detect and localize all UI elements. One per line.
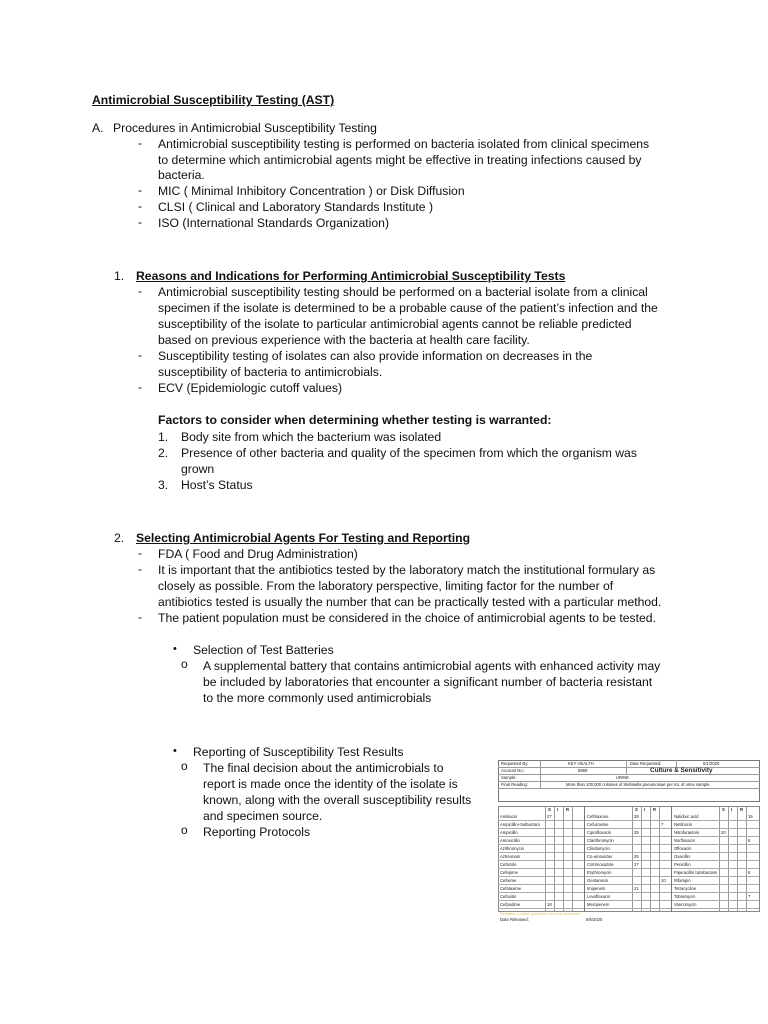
factor-2-text-line-2: grown xyxy=(181,462,215,476)
section-a-heading: Procedures in Antimicrobial Susceptibility Testing xyxy=(113,121,377,135)
section-1-heading: Reasons and Indications for Performing Antimicrobial Susceptibility Tests xyxy=(136,269,566,283)
antibiotic-name: Ofloxacin xyxy=(674,846,692,851)
factor-1-num: 1. xyxy=(158,430,169,444)
table-row-line xyxy=(585,884,672,885)
antibiotic-name: Netilmicin xyxy=(674,822,693,827)
sir-header: I xyxy=(731,807,733,812)
antibiotic-name: Levofloxacin xyxy=(587,894,611,899)
section-a-label: A. xyxy=(92,121,104,135)
table-row-line xyxy=(672,828,759,829)
table-column-line xyxy=(650,806,651,912)
section-1-item-1-line-4: based on previous experience with the bacteria at health care facility. xyxy=(158,333,530,347)
antibiotic-name: Cefixime xyxy=(500,878,517,883)
dash-1c: - xyxy=(138,380,143,394)
section-2-num: 2. xyxy=(114,531,125,545)
resistant-value: 10 xyxy=(661,878,666,883)
circle-marker-2: o xyxy=(181,759,188,773)
bullet-1-sub-line-1: A supplemental battery that contains antimicrobial agents with enhanced activity may xyxy=(203,659,661,673)
table-row-line xyxy=(672,852,759,853)
factors-heading: Factors to consider when determining whether testing is warranted: xyxy=(158,413,552,427)
antibiotic-name: Cefpodime xyxy=(500,902,521,907)
dash-1b: - xyxy=(138,348,143,362)
dash-a1: - xyxy=(138,136,143,150)
susceptible-value: 21 xyxy=(634,886,639,891)
antibiotic-name: Ampicillin+Sulbactam xyxy=(500,822,540,827)
date-requested-label: Date Requested: xyxy=(630,761,662,766)
resistant-value: 7 xyxy=(748,894,751,899)
circle-marker-3: o xyxy=(181,823,188,837)
antibiotic-name: Meropenem xyxy=(587,902,610,907)
antibiotic-name: Co-amoxiclav xyxy=(587,854,613,859)
antibiotic-name: Erythromycin xyxy=(587,870,612,875)
antibiotic-name: Clarithromycin xyxy=(587,838,614,843)
page-title: Antimicrobial Susceptibility Testing (AST) xyxy=(92,93,335,107)
table-row-line xyxy=(585,860,672,861)
table-row-line xyxy=(498,900,585,901)
section-a-item-1-line-3: bacteria. xyxy=(158,168,205,182)
table-column-line xyxy=(659,806,660,912)
requested-by-label: Requested By: xyxy=(501,761,529,766)
antibiotic-name: Vancomycin xyxy=(674,902,697,907)
report-remarks: Remarks: Limited guidelines for urine specimen xyxy=(500,912,580,916)
antibiotic-name: Nalidixic acid xyxy=(674,814,699,819)
culture-sensitivity-report-image xyxy=(498,760,760,920)
table-group-divider xyxy=(671,806,672,912)
dash-a3: - xyxy=(138,199,143,213)
sir-header: S xyxy=(548,807,551,812)
table-row-line xyxy=(498,908,585,909)
table-row-line xyxy=(672,908,759,909)
header-divider-1 xyxy=(540,760,541,788)
sir-header: I xyxy=(644,807,646,812)
bullet-1-label: Selection of Test Batteries xyxy=(193,643,334,657)
table-column-line xyxy=(746,806,747,912)
antibiotic-name: Cefotaxime xyxy=(500,886,522,891)
antibiotic-name: Imipenem xyxy=(587,886,606,891)
factor-2-num: 2. xyxy=(158,446,169,460)
antibiotic-name: Penicillin xyxy=(674,862,691,867)
susceptible-value: 20 xyxy=(721,830,726,835)
table-row-line xyxy=(498,892,585,893)
table-row-line xyxy=(585,820,672,821)
table-row-line xyxy=(498,828,585,829)
antibiotic-name: Amoxicillin xyxy=(500,838,520,843)
antibiotic-name: Norfloxacin xyxy=(674,838,695,843)
table-row-line xyxy=(585,892,672,893)
bullet-2-sub-2: Reporting Protocols xyxy=(203,825,311,839)
susceptible-value: 28 xyxy=(634,814,639,819)
antibiotic-name: Nitrofurantoin xyxy=(674,830,700,835)
antibiotic-name: Aztreonam xyxy=(500,854,521,859)
section-1-item-1-line-2: specimen if the isolate is determined to be a probable cause of the patient’s infection and the xyxy=(158,301,658,315)
header-divider-3 xyxy=(676,760,677,767)
date-released-label: Date Released: xyxy=(500,917,529,922)
antibiotic-name: Tobramycin xyxy=(674,894,696,899)
table-row-line xyxy=(672,892,759,893)
bullet-2-sub-1-line-3: known, along with the overall susceptibility results xyxy=(203,793,472,807)
table-row-line xyxy=(672,884,759,885)
table-column-line xyxy=(563,806,564,912)
section-2-item-2-line-1: It is important that the antibiotics tested by the laboratory match the institutional formulary as xyxy=(158,563,656,577)
section-2-item-3: The patient population must be considered in the choice of antimicrobial agents to be tested. xyxy=(158,611,656,625)
table-row-line xyxy=(585,908,672,909)
bullet-2-sub-1-line-1: The final decision about the antimicrobials to xyxy=(203,761,444,775)
section-2-heading: Selecting Antimicrobial Agents For Testing and Reporting xyxy=(136,531,471,545)
antibiotic-name: Cefoxitin xyxy=(500,894,517,899)
table-row-line xyxy=(585,844,672,845)
susceptible-value: 25 xyxy=(634,854,639,859)
antibiotic-name: Ampicillin xyxy=(500,830,518,835)
table-row-line xyxy=(585,828,672,829)
table-column-line xyxy=(719,806,720,912)
table-row-line xyxy=(498,868,585,869)
dash-2a: - xyxy=(138,546,143,560)
table-row-line xyxy=(498,860,585,861)
report-title: Culture & Sensitivity xyxy=(650,767,713,774)
date-released-value: 6/5/2020 xyxy=(586,917,603,922)
section-1-item-3: ECV (Epidemiologic cutoff values) xyxy=(158,381,343,395)
antibiotic-name: Clindamycin xyxy=(587,846,610,851)
sir-header: S xyxy=(722,807,725,812)
table-row-line xyxy=(498,844,585,845)
susceptible-value: 27 xyxy=(634,862,639,867)
section-a-item-1-line-1: Antimicrobial susceptibility testing is performed on bacteria isolated from clinical specimens xyxy=(158,137,650,151)
section-a-item-4: ISO (International Standards Organization) xyxy=(158,216,390,230)
table-row-line xyxy=(672,844,759,845)
section-a-item-2: MIC ( Minimal Inhibitory Concentration ) or Disk Diffusion xyxy=(158,184,465,198)
account-label: Account No.: xyxy=(501,768,525,773)
section-1-item-2-line-1: Susceptibility testing of isolates can also provide information on decreases in the xyxy=(158,349,593,363)
section-1-num: 1. xyxy=(114,269,125,283)
factor-3-num: 3. xyxy=(158,478,169,492)
table-column-line xyxy=(737,806,738,912)
factor-3-text: Host’s Status xyxy=(181,478,253,492)
susceptible-value: 25 xyxy=(634,830,639,835)
section-2-item-1: FDA ( Food and Drug Administration) xyxy=(158,547,358,561)
section-a-item-1-line-2: to determine which antimicrobial agents might be effective in treating infections caused by xyxy=(158,153,642,167)
sample-value: URINE xyxy=(616,775,630,780)
sir-header: I xyxy=(557,807,559,812)
table-row-line xyxy=(498,884,585,885)
sir-header: R xyxy=(653,807,657,812)
antibiotic-name: Ciprofloxacin xyxy=(587,830,612,835)
factor-1-text: Body site from which the bacterium was isolated xyxy=(181,430,442,444)
table-row-line xyxy=(585,900,672,901)
section-1-item-1-line-3: susceptibility of the isolate to particular antimicrobial agents cannot be reliable predicted xyxy=(158,317,632,331)
account-value: 5869 xyxy=(578,768,588,773)
antibiotic-name: Amikacin xyxy=(500,814,517,819)
sample-label: Sample: xyxy=(501,775,517,780)
antibiotic-name: Rifampin xyxy=(674,878,691,883)
resistant-value: 6 xyxy=(748,870,751,875)
header-divider-2 xyxy=(626,760,627,774)
table-row-line xyxy=(498,836,585,837)
antibiotic-name: Cefazole xyxy=(500,862,517,867)
bullet-dot-2: • xyxy=(173,745,177,757)
table-row-line xyxy=(672,836,759,837)
bullet-1-sub-line-2: be included by laboratories that encounter a significant number of bacteria resistant xyxy=(203,675,653,689)
table-row-line xyxy=(672,860,759,861)
dash-1a: - xyxy=(138,284,143,298)
antibiotic-name: Gentamicin xyxy=(587,878,609,883)
section-a-item-3: CLSI ( Clinical and Laboratory Standards Institute ) xyxy=(158,200,434,214)
resistant-value: 6 xyxy=(748,838,751,843)
sir-header: S xyxy=(635,807,638,812)
table-column-line xyxy=(545,806,546,912)
table-row-line xyxy=(585,852,672,853)
bullet-2-label: Reporting of Susceptibility Test Results xyxy=(193,745,404,759)
section-1-item-2-line-2: susceptibility of bacteria to antimicrobials. xyxy=(158,365,383,379)
dash-a2: - xyxy=(138,183,143,197)
factor-2-text-line-1: Presence of other bacteria and quality of the specimen from which the organism was xyxy=(181,446,637,460)
table-row-line xyxy=(585,868,672,869)
antibiotic-name: Cotrimoxazole xyxy=(587,862,614,867)
susceptible-value: 27 xyxy=(547,814,552,819)
antibiotic-name: Cefepime xyxy=(500,870,518,875)
table-column-line xyxy=(572,806,573,912)
table-row-line xyxy=(585,876,672,877)
dash-a4: - xyxy=(138,215,143,229)
table-column-line xyxy=(728,806,729,912)
susceptible-value: 18 xyxy=(547,902,552,907)
dash-2b: - xyxy=(138,562,143,576)
antibiotic-name: Tetracycline xyxy=(674,886,697,891)
antibiotic-name: Oxacillin xyxy=(674,854,690,859)
table-row-line xyxy=(498,852,585,853)
table-row-line xyxy=(672,876,759,877)
date-requested-value: 6/1/2020 xyxy=(703,761,720,766)
table-row-line xyxy=(672,868,759,869)
table-row-line xyxy=(672,820,759,821)
final-reading-value: More than 100,000 colonies of Klebsiella pneumoniae per mL of urine sample. xyxy=(566,782,711,787)
antibiotic-name: Piperacillin tazobactam xyxy=(674,870,718,875)
section-2-item-2-line-2: closely as possible. From the laboratory perspective, limiting factor for the number of xyxy=(158,579,614,593)
requested-by-value: KEY HEALTH xyxy=(568,761,594,766)
bullet-2-sub-1-line-2: report is made once the identity of the isolate is xyxy=(203,777,458,791)
sir-header: R xyxy=(566,807,570,812)
table-row-line xyxy=(498,876,585,877)
section-2-item-2-line-3: antibiotics tested is usually the number that can be practically tested with a particular method. xyxy=(158,595,662,609)
resistant-value: 15 xyxy=(748,814,753,819)
bullet-2-sub-1-line-4: and specimen source. xyxy=(203,809,323,823)
resistant-value: 7 xyxy=(661,822,664,827)
bullet-1-sub-line-3: to the more commonly used antimicrobials xyxy=(203,691,432,705)
final-reading-label: Final Reading: xyxy=(501,782,529,787)
bullet-dot-1: • xyxy=(173,643,177,655)
table-column-line xyxy=(641,806,642,912)
antibiotic-name: Cefuroxime xyxy=(587,822,609,827)
table-column-line xyxy=(632,806,633,912)
table-row-line xyxy=(585,836,672,837)
report-header-row-4 xyxy=(498,781,760,789)
table-column-line xyxy=(554,806,555,912)
table-row-line xyxy=(672,900,759,901)
table-row-line xyxy=(498,820,585,821)
section-1-item-1-line-1: Antimicrobial susceptibility testing should be performed on a bacterial isolate from a clinical xyxy=(158,285,648,299)
antibiotic-name: Ceftriaxone xyxy=(587,814,609,819)
sir-header: R xyxy=(740,807,744,812)
circle-marker-1: o xyxy=(181,657,188,671)
dash-2c: - xyxy=(138,610,143,624)
antibiotic-name: Azithromycin xyxy=(500,846,524,851)
table-group-divider xyxy=(584,806,585,912)
